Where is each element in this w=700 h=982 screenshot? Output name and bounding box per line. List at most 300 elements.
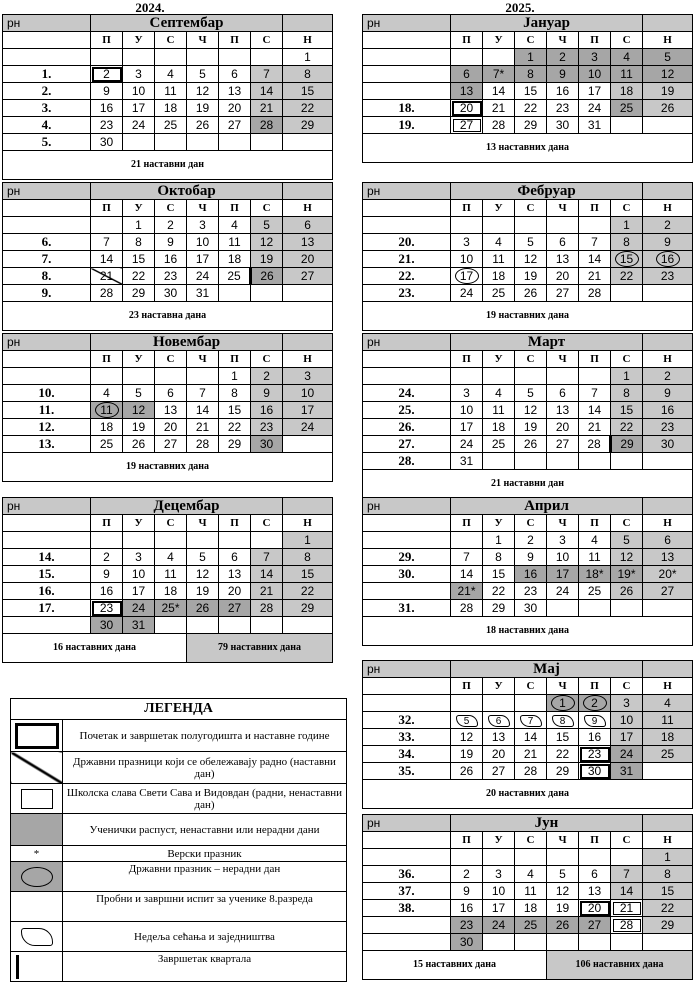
- day-header: У: [483, 832, 515, 849]
- day-cell: 1: [643, 849, 693, 866]
- day-cell: 6: [547, 234, 579, 251]
- day-cell: 25: [483, 285, 515, 302]
- day-cell: 25: [611, 100, 643, 117]
- week-number: 13.: [3, 436, 91, 453]
- day-cell: [251, 134, 283, 151]
- day-cell: 28: [611, 917, 643, 934]
- day-cell: [155, 368, 187, 385]
- day-cell: [579, 453, 611, 470]
- day-cell: 25*: [155, 600, 187, 617]
- day-cell: 1: [283, 49, 333, 66]
- day-cell: 13: [483, 729, 515, 746]
- day-cell: 2: [643, 217, 693, 234]
- week-number: 21.: [363, 251, 451, 268]
- day-cell: [643, 763, 693, 780]
- day-cell: 1: [611, 368, 643, 385]
- legend-item: Државни празник – нерадни дан: [63, 862, 347, 892]
- day-cell: 26: [187, 600, 219, 617]
- teaching-days-summary: 21 наставни дан: [3, 151, 333, 180]
- day-header: Н: [643, 515, 693, 532]
- day-cell: [579, 368, 611, 385]
- day-cell: [283, 285, 333, 302]
- day-cell: 29: [547, 763, 579, 780]
- day-cell: 26: [547, 917, 579, 934]
- rh-label: рн: [3, 183, 91, 200]
- blank: [3, 32, 91, 49]
- day-cell: 27: [155, 436, 187, 453]
- day-cell: 22: [547, 746, 579, 763]
- day-cell: 8: [283, 549, 333, 566]
- day-cell: 8: [123, 234, 155, 251]
- day-cell: 4: [643, 695, 693, 712]
- day-cell: [219, 532, 251, 549]
- day-cell: 1: [611, 217, 643, 234]
- day-cell: 3: [187, 217, 219, 234]
- day-cell: [123, 532, 155, 549]
- day-cell: 27: [451, 117, 483, 134]
- day-cell: [451, 368, 483, 385]
- week-number: 1.: [3, 66, 91, 83]
- day-cell: 15: [547, 729, 579, 746]
- day-cell: [251, 285, 283, 302]
- day-cell: [515, 217, 547, 234]
- day-cell: 18: [155, 100, 187, 117]
- day-cell: 15: [483, 566, 515, 583]
- day-cell: 19: [123, 419, 155, 436]
- day-header: П: [91, 351, 123, 368]
- day-cell: 21: [251, 583, 283, 600]
- month-calendar-mar: [362, 333, 693, 499]
- week-number: 34.: [363, 746, 451, 763]
- day-cell: 30: [579, 763, 611, 780]
- day-header: С: [251, 32, 283, 49]
- day-header: Ч: [187, 515, 219, 532]
- day-cell: 11: [483, 251, 515, 268]
- day-cell: 1: [123, 217, 155, 234]
- day-cell: 20: [579, 900, 611, 917]
- blank: [3, 351, 91, 368]
- month-calendar-apr: [362, 497, 693, 646]
- day-header: С: [251, 351, 283, 368]
- blank: [363, 200, 451, 217]
- day-cell: 6: [643, 532, 693, 549]
- week-number: [363, 695, 451, 712]
- day-header: Н: [643, 832, 693, 849]
- day-cell: 8: [611, 385, 643, 402]
- day-cell: 6: [283, 217, 333, 234]
- day-cell: 3: [123, 66, 155, 83]
- day-cell: 9: [251, 385, 283, 402]
- day-header: С: [515, 678, 547, 695]
- teaching-days-summary: 23 наставна дана: [3, 302, 333, 331]
- day-cell: 25: [579, 583, 611, 600]
- day-header: П: [451, 678, 483, 695]
- day-cell: 28: [579, 436, 611, 453]
- day-cell: 23: [579, 746, 611, 763]
- legend: [10, 698, 347, 982]
- day-cell: 27: [483, 763, 515, 780]
- day-cell: 22: [611, 268, 643, 285]
- day-cell: 25: [155, 117, 187, 134]
- day-cell: [515, 849, 547, 866]
- day-cell: [643, 453, 693, 470]
- day-cell: [483, 49, 515, 66]
- rh-label: рн: [363, 183, 451, 200]
- day-header: С: [611, 351, 643, 368]
- day-cell: [283, 134, 333, 151]
- day-cell: 25: [515, 917, 547, 934]
- day-header: П: [91, 200, 123, 217]
- day-cell: 20: [547, 419, 579, 436]
- day-cell: 28: [251, 600, 283, 617]
- day-cell: 28: [515, 763, 547, 780]
- day-cell: [187, 49, 219, 66]
- day-cell: 1: [219, 368, 251, 385]
- day-cell: 6: [219, 66, 251, 83]
- day-cell: 3: [579, 49, 611, 66]
- month-name: Новембар: [91, 334, 283, 351]
- day-cell: 5: [643, 49, 693, 66]
- day-cell: 13: [451, 83, 483, 100]
- day-cell: 6: [547, 385, 579, 402]
- day-header: Ч: [547, 515, 579, 532]
- day-cell: 14: [579, 251, 611, 268]
- day-header: Ч: [547, 32, 579, 49]
- day-cell: 23: [91, 600, 123, 617]
- teaching-days-summary: 20 наставних дана: [363, 780, 693, 809]
- day-cell: 9: [643, 385, 693, 402]
- day-cell: 17: [187, 251, 219, 268]
- week-number: 3.: [3, 100, 91, 117]
- week-number: [363, 368, 451, 385]
- rh-label: рн: [3, 498, 91, 515]
- blank: [363, 832, 451, 849]
- day-cell: [91, 217, 123, 234]
- day-cell: 19: [515, 268, 547, 285]
- day-cell: 26: [515, 436, 547, 453]
- day-cell: 24: [123, 600, 155, 617]
- day-cell: 12: [187, 83, 219, 100]
- day-cell: 25: [643, 746, 693, 763]
- day-cell: 3: [451, 234, 483, 251]
- week-number: 6.: [3, 234, 91, 251]
- week-number: 7.: [3, 251, 91, 268]
- day-cell: 13: [547, 251, 579, 268]
- day-cell: 5: [515, 385, 547, 402]
- week-number: [363, 83, 451, 100]
- day-cell: 21: [611, 900, 643, 917]
- day-cell: 18: [219, 251, 251, 268]
- day-cell: 4: [579, 532, 611, 549]
- day-cell: 16: [547, 83, 579, 100]
- day-cell: 8: [547, 712, 579, 729]
- day-cell: 20: [547, 268, 579, 285]
- day-header: Ч: [547, 351, 579, 368]
- day-cell: 17: [123, 100, 155, 117]
- day-cell: 24: [451, 285, 483, 302]
- legend-slava-symbol: [11, 784, 63, 814]
- day-header: С: [515, 515, 547, 532]
- day-cell: 7: [187, 385, 219, 402]
- day-cell: 18*: [579, 566, 611, 583]
- day-header: С: [515, 32, 547, 49]
- day-cell: 24: [611, 746, 643, 763]
- rh-label: рн: [363, 661, 451, 678]
- day-cell: [451, 217, 483, 234]
- day-cell: [155, 532, 187, 549]
- blank: [3, 515, 91, 532]
- day-cell: 23: [547, 100, 579, 117]
- day-cell: 2: [451, 866, 483, 883]
- header-blank: [643, 183, 693, 200]
- day-cell: 10: [579, 66, 611, 83]
- day-cell: 19*: [611, 566, 643, 583]
- day-cell: 30: [155, 285, 187, 302]
- day-cell: 24: [283, 419, 333, 436]
- legend-oval-symbol: [11, 862, 63, 892]
- day-cell: 16: [155, 251, 187, 268]
- legend-item: Школска слава Свети Сава и Видовдан (радни, ненаставни дан): [63, 784, 347, 814]
- day-cell: 26: [187, 117, 219, 134]
- week-number: 11.: [3, 402, 91, 419]
- day-cell: 11: [611, 66, 643, 83]
- day-cell: 14: [251, 83, 283, 100]
- day-cell: 1: [547, 695, 579, 712]
- day-cell: [219, 49, 251, 66]
- day-cell: 26: [643, 100, 693, 117]
- day-cell: 10: [123, 566, 155, 583]
- day-cell: 14: [483, 83, 515, 100]
- day-cell: 12: [515, 251, 547, 268]
- day-cell: 16: [91, 583, 123, 600]
- week-number: 2.: [3, 83, 91, 100]
- header-blank: [643, 334, 693, 351]
- day-cell: 26: [611, 583, 643, 600]
- month-name: Децембар: [91, 498, 283, 515]
- day-cell: 15: [643, 883, 693, 900]
- day-cell: 7: [91, 234, 123, 251]
- day-header: П: [579, 832, 611, 849]
- week-number: 37.: [363, 883, 451, 900]
- day-cell: 6: [483, 712, 515, 729]
- blank: [363, 678, 451, 695]
- day-cell: 1: [483, 532, 515, 549]
- legend-star-symbol: *: [11, 846, 63, 862]
- day-cell: 22: [219, 419, 251, 436]
- day-header: П: [91, 32, 123, 49]
- day-cell: [251, 49, 283, 66]
- day-header: П: [219, 351, 251, 368]
- legend-holiday-symbol: [11, 814, 63, 846]
- day-cell: 16: [451, 900, 483, 917]
- day-cell: 18: [611, 83, 643, 100]
- day-header: У: [483, 678, 515, 695]
- day-cell: 26: [251, 268, 283, 285]
- day-cell: [611, 453, 643, 470]
- month-calendar-nov: [2, 333, 333, 482]
- day-cell: 7: [579, 385, 611, 402]
- week-number: 28.: [363, 453, 451, 470]
- day-cell: 9: [155, 234, 187, 251]
- day-cell: 5: [611, 532, 643, 549]
- day-cell: 13: [155, 402, 187, 419]
- month-name: Март: [451, 334, 643, 351]
- legend-item: Почетак и завршетак полугодишта и наставне године: [63, 720, 347, 752]
- day-cell: 8: [643, 866, 693, 883]
- day-cell: 14: [187, 402, 219, 419]
- day-cell: 30: [251, 436, 283, 453]
- day-cell: 7: [451, 549, 483, 566]
- day-cell: 8: [611, 234, 643, 251]
- day-cell: 19: [187, 583, 219, 600]
- day-cell: 1: [283, 532, 333, 549]
- day-cell: [123, 134, 155, 151]
- week-number: 19.: [363, 117, 451, 134]
- day-cell: 7: [251, 549, 283, 566]
- day-cell: 30: [451, 934, 483, 951]
- day-header: У: [123, 515, 155, 532]
- week-number: 8.: [3, 268, 91, 285]
- week-number: [3, 532, 91, 549]
- week-number: 17.: [3, 600, 91, 617]
- day-cell: 28: [451, 600, 483, 617]
- legend-flag-symbol: [11, 922, 63, 952]
- rh-label: рн: [363, 815, 451, 832]
- day-cell: 18: [483, 419, 515, 436]
- day-cell: 4: [155, 549, 187, 566]
- day-cell: [515, 453, 547, 470]
- week-number: 18.: [363, 100, 451, 117]
- day-cell: [451, 49, 483, 66]
- day-cell: [91, 532, 123, 549]
- day-header: У: [483, 32, 515, 49]
- day-cell: 10: [547, 549, 579, 566]
- year-right: 2025.: [505, 0, 535, 15]
- day-cell: 12: [611, 549, 643, 566]
- day-cell: 29: [643, 917, 693, 934]
- day-header: Н: [643, 32, 693, 49]
- day-header: С: [515, 832, 547, 849]
- day-cell: 21: [91, 268, 123, 285]
- day-cell: 24: [547, 583, 579, 600]
- day-cell: 31: [579, 117, 611, 134]
- day-cell: 23: [155, 268, 187, 285]
- day-cell: 30: [91, 617, 123, 634]
- day-cell: 13: [219, 566, 251, 583]
- day-cell: 8: [515, 66, 547, 83]
- rh-label: рн: [3, 15, 91, 32]
- week-number: 26.: [363, 419, 451, 436]
- day-cell: 9: [91, 83, 123, 100]
- header-blank: [643, 815, 693, 832]
- day-cell: 23: [91, 117, 123, 134]
- day-cell: [219, 617, 251, 634]
- legend-slash-symbol: [11, 752, 63, 784]
- day-cell: 19: [643, 83, 693, 100]
- week-number: [363, 849, 451, 866]
- day-cell: 10: [283, 385, 333, 402]
- week-number: 12.: [3, 419, 91, 436]
- teaching-days-summary: 19 наставних дана: [363, 302, 693, 331]
- day-header: Ч: [547, 200, 579, 217]
- day-cell: 18: [483, 268, 515, 285]
- day-cell: [187, 617, 219, 634]
- day-cell: [251, 532, 283, 549]
- day-cell: 20: [283, 251, 333, 268]
- day-header: Н: [643, 678, 693, 695]
- day-cell: [579, 600, 611, 617]
- day-header: П: [219, 32, 251, 49]
- day-cell: [515, 695, 547, 712]
- day-cell: 13: [579, 883, 611, 900]
- day-cell: [155, 134, 187, 151]
- day-header: С: [251, 200, 283, 217]
- day-cell: 2: [643, 368, 693, 385]
- day-cell: [515, 368, 547, 385]
- day-header: С: [611, 678, 643, 695]
- month-name: Април: [451, 498, 643, 515]
- day-header: Н: [283, 515, 333, 532]
- week-number: 9.: [3, 285, 91, 302]
- day-cell: 22: [611, 419, 643, 436]
- week-number: [3, 368, 91, 385]
- day-cell: [483, 217, 515, 234]
- week-number: 30.: [363, 566, 451, 583]
- day-cell: 22: [483, 583, 515, 600]
- rh-label: рн: [3, 334, 91, 351]
- day-cell: 4: [91, 385, 123, 402]
- week-number: 32.: [363, 712, 451, 729]
- day-cell: 5: [187, 66, 219, 83]
- day-cell: [283, 436, 333, 453]
- day-header: У: [483, 515, 515, 532]
- day-cell: 21: [483, 100, 515, 117]
- day-header: П: [219, 200, 251, 217]
- blank: [363, 515, 451, 532]
- day-cell: [251, 617, 283, 634]
- day-cell: [611, 285, 643, 302]
- day-cell: [451, 695, 483, 712]
- day-cell: 23: [451, 917, 483, 934]
- day-header: У: [483, 200, 515, 217]
- week-number: 4.: [3, 117, 91, 134]
- day-cell: 5: [451, 712, 483, 729]
- day-cell: 29: [515, 117, 547, 134]
- day-cell: 18: [515, 900, 547, 917]
- week-number: 14.: [3, 549, 91, 566]
- week-number: 15.: [3, 566, 91, 583]
- day-cell: 9: [643, 234, 693, 251]
- day-header: У: [483, 351, 515, 368]
- day-cell: 17: [451, 419, 483, 436]
- day-cell: 27: [579, 917, 611, 934]
- day-cell: 30: [515, 600, 547, 617]
- day-cell: 5: [187, 549, 219, 566]
- day-cell: 17: [547, 566, 579, 583]
- day-cell: [483, 368, 515, 385]
- month-calendar-sep: [2, 14, 333, 180]
- day-cell: 28: [251, 117, 283, 134]
- day-cell: [547, 368, 579, 385]
- day-cell: 1: [515, 49, 547, 66]
- day-cell: [155, 49, 187, 66]
- day-cell: 31: [187, 285, 219, 302]
- day-cell: 24: [579, 100, 611, 117]
- teaching-days-summary: 15 наставних дана: [363, 951, 547, 980]
- week-number: [363, 49, 451, 66]
- day-cell: 23: [515, 583, 547, 600]
- day-cell: 29: [283, 600, 333, 617]
